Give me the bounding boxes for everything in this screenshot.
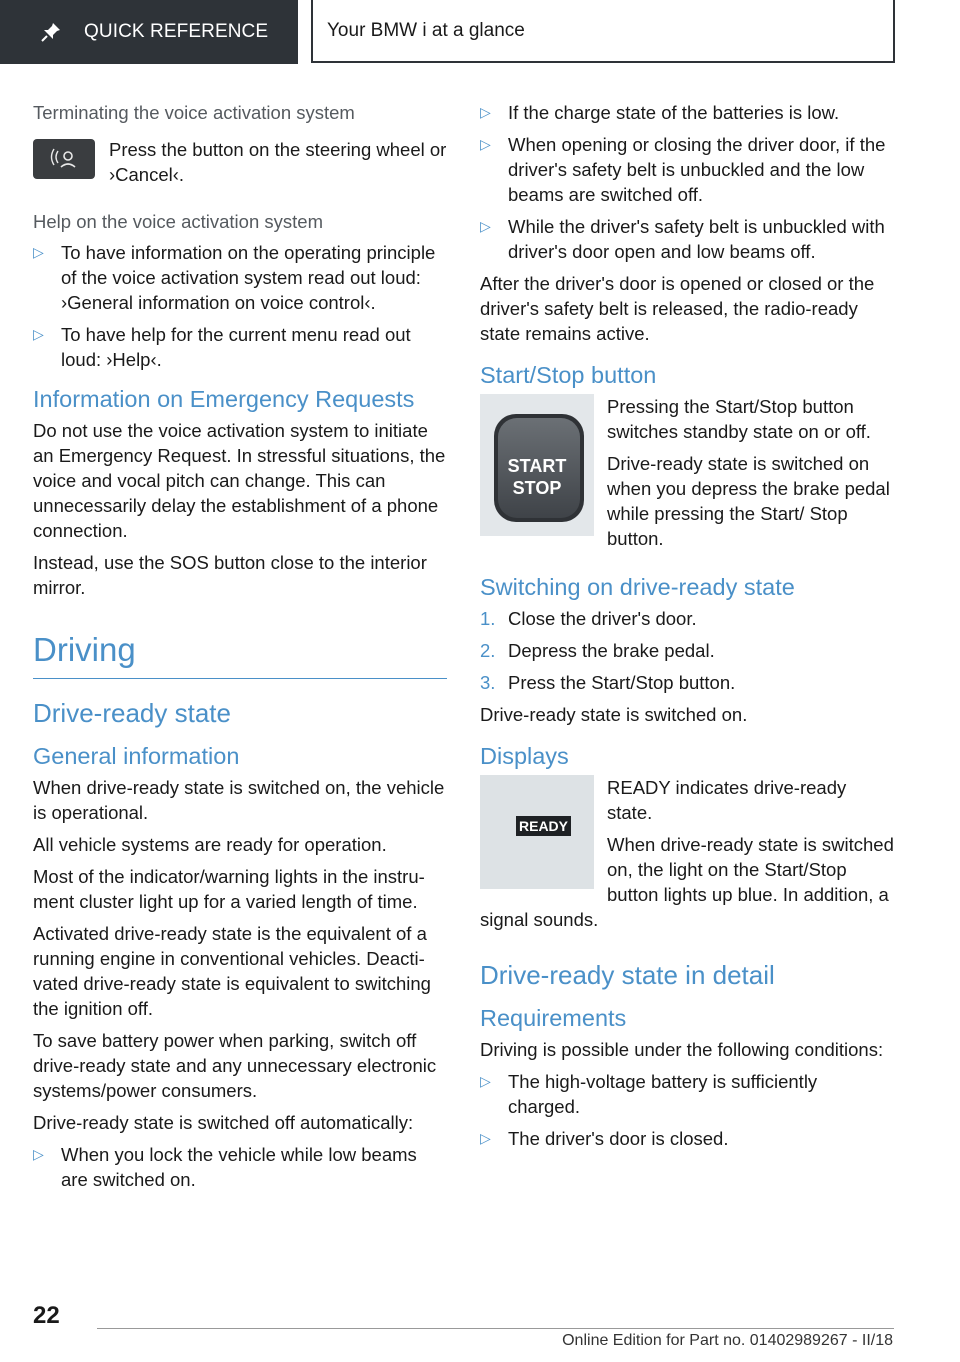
- general-heading: General information: [33, 743, 240, 769]
- bullet-triangle-icon: ▷: [480, 104, 491, 120]
- header-tab-label: QUICK REFERENCE: [84, 21, 269, 42]
- requirements-list: [480, 1069, 894, 1151]
- general-p1: When drive-ready state is switched on, the vehicle is operational.: [33, 777, 445, 823]
- step-number: 3.: [480, 672, 496, 693]
- step-text: Depress the brake pedal.: [508, 640, 715, 661]
- list-item: [480, 606, 894, 631]
- step-number: 1.: [480, 608, 496, 629]
- ready-indicator-label: READY: [516, 816, 571, 836]
- left-column: [33, 100, 447, 1199]
- list-item: [33, 240, 447, 315]
- footer-rule: [97, 1328, 894, 1329]
- emergency-p2: Instead, use the SOS button close to the interior mirror.: [33, 552, 427, 598]
- general-p2: All vehicle systems are ready for operation.: [33, 834, 387, 855]
- voice-button-image: [33, 139, 95, 179]
- section-title-text: Your BMW i at a glance: [327, 19, 525, 41]
- list-item-text: If the charge state of the batteries is low.: [508, 102, 840, 123]
- start-label: START: [507, 456, 567, 476]
- pushpin-icon: [40, 21, 62, 43]
- switching-heading: Switching on drive-ready state: [480, 574, 795, 600]
- terminating-row: [33, 137, 447, 187]
- startstop-heading: Start/Stop button: [480, 362, 657, 388]
- list-item-text: The high-voltage battery is sufficiently charged.: [508, 1071, 818, 1117]
- terminating-text: Press the button on the steering wheel or ›Cancel‹.: [109, 139, 447, 185]
- displays-heading: Displays: [480, 743, 569, 769]
- list-item: [480, 1126, 894, 1151]
- list-item: [33, 1142, 447, 1192]
- general-p4: Activated drive-ready state is the equivalent of a running engine in conventional vehicles. Deactivated drive-ready state is equivalent to switching the ignition off.: [33, 923, 431, 1019]
- list-item: [480, 100, 894, 125]
- list-item: [480, 638, 894, 663]
- emergency-p1: Do not use the voice activation system to initiate an Emergency Request. In stressful situations, the voice and vocal pitch can change. This can unnecessarily delay the establishment of a phone connection.: [33, 420, 446, 541]
- footer-edition: Online Edition for Part no. 01402989267 - II/18: [562, 1332, 893, 1349]
- voice-control-icon: [33, 139, 95, 179]
- list-item-text: When you lock the vehicle while low beams are switched on.: [61, 1144, 417, 1190]
- radio-ready-text: After the driver's door is opened or closed or the driver's safety belt is released, the radio-ready state remains active.: [480, 273, 875, 344]
- header-section-title: [311, 0, 895, 63]
- startstop-p2: Drive-ready state is switched on when you depress the brake pedal while pressing the Start/ Stop button.: [607, 453, 890, 549]
- step-text: Press the Start/Stop button.: [508, 672, 736, 693]
- bullet-triangle-icon: ▷: [480, 218, 491, 234]
- help-title: Help on the voice activation system: [33, 211, 323, 232]
- detail-heading: Drive-ready state in detail: [480, 960, 775, 990]
- stop-label: STOP: [512, 478, 562, 498]
- right-column: [480, 100, 894, 1158]
- step-number: 2.: [480, 640, 496, 661]
- startstop-p1: Pressing the Start/Stop button switches standby state on or off.: [607, 396, 871, 442]
- terminating-title: Terminating the voice activation system: [33, 102, 355, 123]
- list-item: [480, 214, 894, 264]
- bullet-triangle-icon: ▷: [33, 1146, 44, 1162]
- page-number: 22: [33, 1302, 60, 1329]
- ready-display-image: [480, 775, 594, 889]
- list-item-text: To have information on the operating principle of the voice activation system read out loud: ›General information on voice control‹.: [61, 242, 436, 313]
- displays-p1: READY indicates drive-ready state.: [607, 777, 847, 823]
- list-item: [480, 670, 894, 695]
- switching-steps: [480, 606, 894, 695]
- list-item: [480, 132, 894, 207]
- step-text: Close the driver's door.: [508, 608, 697, 629]
- help-list: [33, 240, 447, 372]
- list-item-text: When opening or closing the driver door, if the driver's safety belt is unbuckled and the low beams are switched off.: [508, 134, 886, 205]
- bullet-triangle-icon: ▷: [33, 326, 44, 342]
- general-p3: Most of the indicator/warning lights in the instrument cluster light up for a varied length of time.: [33, 866, 425, 912]
- list-item: [480, 1069, 894, 1119]
- driving-heading: Driving: [33, 631, 136, 668]
- general-p6: Drive-ready state is switched off automatically:: [33, 1112, 414, 1133]
- switching-result: Drive-ready state is switched on.: [480, 704, 748, 725]
- driving-rule: [33, 678, 447, 679]
- startstop-button-image: [480, 394, 594, 536]
- bullet-triangle-icon: ▷: [480, 136, 491, 152]
- bullet-triangle-icon: ▷: [480, 1073, 491, 1089]
- requirements-heading: Requirements: [480, 1005, 627, 1031]
- list-item-text: To have help for the current menu read out loud: ›Help‹.: [61, 324, 411, 370]
- bullet-triangle-icon: ▷: [33, 244, 44, 260]
- auto-off-list-left: [33, 1142, 447, 1192]
- list-item-text: The driver's door is closed.: [508, 1128, 729, 1149]
- displays-p2: When drive-ready state is switched on, the light on the Start/Stop button lights up blue. In addition, a signal sounds.: [480, 834, 894, 930]
- general-p5: To save battery power when parking, switch off drive-ready state and any unnecessary electronic systems/power consumers.: [33, 1030, 437, 1101]
- emergency-heading: Information on Emergency Requests: [33, 386, 415, 412]
- drive-ready-heading: Drive-ready state: [33, 698, 231, 728]
- list-item: [33, 322, 447, 372]
- startstop-block: [480, 394, 894, 558]
- list-item-text: While the driver's safety belt is unbuckled with driver's door open and low beams off.: [508, 216, 885, 262]
- auto-off-list-right: [480, 100, 894, 264]
- header-tab: [0, 0, 298, 64]
- bullet-triangle-icon: ▷: [480, 1130, 491, 1146]
- displays-block: [480, 775, 894, 939]
- requirements-text: Driving is possible under the following conditions:: [480, 1039, 884, 1060]
